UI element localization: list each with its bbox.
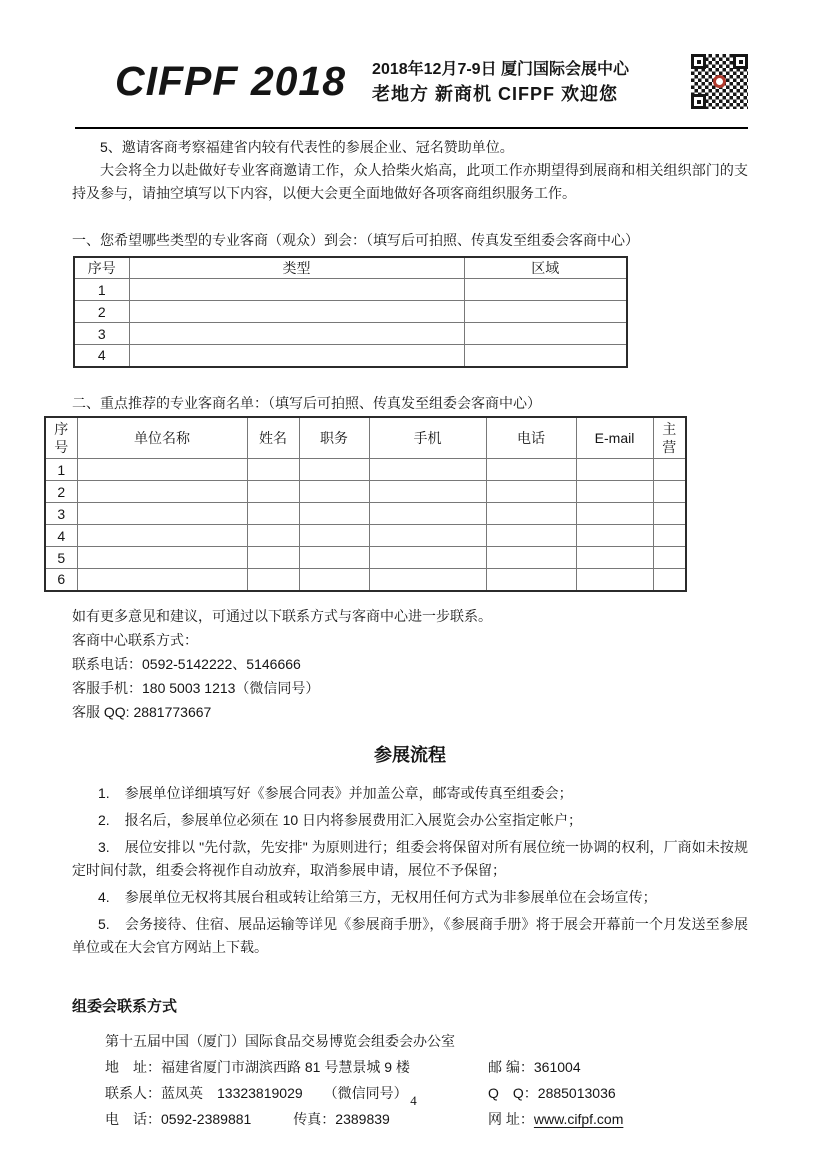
process-title: 参展流程 (374, 744, 446, 765)
event-slogan: 老地方 新商机 CIFPF 欢迎您 (372, 83, 619, 104)
header-divider (75, 127, 748, 129)
item-number: 4. (98, 888, 110, 905)
process-item (72, 836, 748, 882)
empty-cell (653, 481, 686, 503)
empty-cell (486, 525, 576, 547)
row-number-cell: 3 (45, 503, 77, 525)
empty-cell (464, 323, 627, 345)
header-tagline (372, 57, 629, 107)
empty-cell (369, 459, 486, 481)
table-row (45, 525, 686, 547)
section-2-title: 二、重点推荐的专业客商名单：（填写后可拍照、传真发至组委会客商中心） (72, 394, 541, 411)
empty-cell (369, 525, 486, 547)
event-date-venue: 2018年12月7-9日 厦门国际会展中心 (372, 60, 630, 78)
buyer-type-table (73, 256, 628, 368)
empty-cell (299, 525, 369, 547)
empty-cell (486, 459, 576, 481)
item-number: 5. (98, 915, 110, 932)
table-row (45, 547, 686, 569)
committee-heading: 组委会联系方式 (72, 997, 178, 1015)
empty-cell (576, 459, 653, 481)
empty-cell (299, 569, 369, 591)
column-header-type: 类型 (129, 257, 464, 279)
empty-cell (486, 503, 576, 525)
item-number: 3. (98, 838, 110, 855)
buyer-center-qq: 客服 QQ: 2881773667 (72, 703, 212, 720)
empty-cell (576, 547, 653, 569)
empty-cell (129, 301, 464, 323)
committee-office: 第十五届中国（厦门）国际食品交易博览会组委会办公室 (105, 1032, 455, 1049)
item-number: 2. (98, 811, 110, 828)
item-number: 1. (98, 784, 110, 801)
column-header-email: E-mail (576, 417, 653, 459)
empty-cell (129, 279, 464, 301)
section-1-title: 一、您希望哪些类型的专业客商（观众）到会：（填写后可拍照、传真发至组委会客商中心） (72, 232, 639, 248)
empty-cell (653, 569, 686, 591)
item-text: 报名后，参展单位必须在 10 日内将参展费用汇入展览会办公室指定帐户； (124, 811, 583, 828)
qr-finder-icon (691, 94, 706, 109)
qr-center-logo-icon (713, 75, 726, 88)
buyer-center-mobile: 客服手机：180 5003 1213（微信同号） (72, 679, 320, 696)
item-text: 参展单位无权将其展台租或转让给第三方，无权用任何方式为非参展单位在会场宣传； (124, 888, 657, 905)
committee-contact (105, 1028, 748, 1132)
empty-cell (299, 503, 369, 525)
empty-cell (369, 547, 486, 569)
table-row (74, 279, 627, 301)
intro-paragraph: 大会将全力以赴做好专业客商邀请工作，众人拾柴火焰高，此项工作亦期望得到展商和相关组织部门的支持及参与，请抽空填写以下内容，以便大会更全面地做好各项客商组织服务工作。 (72, 162, 748, 201)
column-header-region: 区域 (464, 257, 627, 279)
empty-cell (77, 459, 247, 481)
contact-row (105, 1106, 748, 1132)
column-header-company: 单位名称 (77, 417, 247, 459)
table-row (45, 481, 686, 503)
empty-cell (77, 569, 247, 591)
empty-cell (576, 525, 653, 547)
empty-cell (129, 345, 464, 367)
row-number-cell: 1 (74, 279, 129, 301)
buyer-center-phone: 联系电话：0592-5142222、5146666 (72, 655, 301, 672)
item-text: 展位安排以 "先付款，先安排" 为原则进行；组委会将保留对所有展位统一协调的权利，厂商如未按规定时间付款，组委会将视作自动放弃，取消参展申请，展位不予保留； (72, 838, 748, 878)
row-number-cell: 3 (74, 323, 129, 345)
column-header-index: 序号 (45, 417, 77, 459)
table-row (45, 569, 686, 591)
empty-cell (299, 481, 369, 503)
table-header-row (45, 417, 686, 459)
empty-cell (247, 547, 299, 569)
table-row (45, 459, 686, 481)
page-number: 4 (410, 1093, 417, 1108)
table-row (45, 503, 686, 525)
empty-cell (369, 569, 486, 591)
row-number-cell: 6 (45, 569, 77, 591)
empty-cell (247, 503, 299, 525)
cifpf-logo: CIFPF 2018 (115, 58, 347, 104)
row-number-cell: 2 (74, 301, 129, 323)
qr-finder-icon (733, 54, 748, 69)
empty-cell (299, 459, 369, 481)
empty-cell (576, 503, 653, 525)
column-header-name: 姓名 (247, 417, 299, 459)
row-number-cell: 2 (45, 481, 77, 503)
qr-finder-icon (691, 54, 706, 69)
column-header-phone: 电话 (486, 417, 576, 459)
empty-cell (486, 481, 576, 503)
buyer-center-title: 客商中心联系方式： (72, 631, 198, 648)
empty-cell (129, 323, 464, 345)
table-row (74, 345, 627, 367)
column-header-index: 序号 (74, 257, 129, 279)
table-header-row (74, 257, 627, 279)
committee-qq: Q Q：2885013036 (488, 1084, 616, 1101)
website-link[interactable]: www.cifpf.com (533, 1110, 624, 1127)
table-row (74, 301, 627, 323)
empty-cell (576, 481, 653, 503)
empty-cell (464, 279, 627, 301)
document-body (54, 136, 748, 1132)
item-text: 会务接待、住宿、展品运输等详见《参展商手册》，《参展商手册》将于展会开幕前一个月发送至参展单位或在大会官方网站上下载。 (72, 915, 748, 955)
website-label: 网 址： (488, 1110, 534, 1127)
qr-code-icon (691, 54, 748, 109)
committee-website (488, 1106, 748, 1132)
empty-cell (653, 547, 686, 569)
empty-cell (653, 459, 686, 481)
empty-cell (486, 569, 576, 591)
column-header-position: 职务 (299, 417, 369, 459)
row-number-cell: 4 (74, 345, 129, 367)
process-item (72, 809, 748, 832)
intro-item-5: 5、邀请客商考察福建省内较有代表性的参展企业、冠名赞助单位。 (100, 139, 514, 155)
committee-postcode: 邮 编：361004 (488, 1058, 581, 1075)
committee-contact-person: 联系人：蓝凤英 13323819029 （微信同号） (105, 1084, 408, 1101)
table-row (74, 323, 627, 345)
buyer-center-contact (72, 604, 748, 724)
row-number-cell: 4 (45, 525, 77, 547)
row-number-cell: 5 (45, 547, 77, 569)
process-list (72, 782, 748, 959)
item-text: 参展单位详细填写好《参展合同表》并加盖公章，邮寄或传真至组委会； (124, 784, 573, 801)
empty-cell (247, 459, 299, 481)
empty-cell (77, 525, 247, 547)
empty-cell (369, 503, 486, 525)
empty-cell (247, 525, 299, 547)
empty-cell (77, 503, 247, 525)
empty-cell (77, 547, 247, 569)
empty-cell (247, 481, 299, 503)
process-item (72, 886, 748, 909)
process-item (72, 913, 748, 959)
page-header (85, 54, 748, 109)
empty-cell (653, 525, 686, 547)
contact-row (105, 1054, 748, 1080)
empty-cell (464, 301, 627, 323)
row-number-cell: 1 (45, 459, 77, 481)
recommended-buyers-table (44, 416, 687, 592)
empty-cell (576, 569, 653, 591)
empty-cell (369, 481, 486, 503)
column-header-mobile: 手机 (369, 417, 486, 459)
process-item (72, 782, 748, 805)
empty-cell (464, 345, 627, 367)
empty-cell (247, 569, 299, 591)
empty-cell (77, 481, 247, 503)
committee-address: 地 址：福建省厦门市湖滨西路 81 号慧景城 9 楼 (105, 1058, 410, 1075)
column-header-business: 主营 (653, 417, 686, 459)
empty-cell (299, 547, 369, 569)
empty-cell (486, 547, 576, 569)
empty-cell (653, 503, 686, 525)
feedback-note: 如有更多意见和建议，可通过以下联系方式与客商中心进一步联系。 (72, 607, 492, 624)
committee-phone-fax: 电 话：0592-2389881 传真：2389839 (105, 1110, 390, 1127)
